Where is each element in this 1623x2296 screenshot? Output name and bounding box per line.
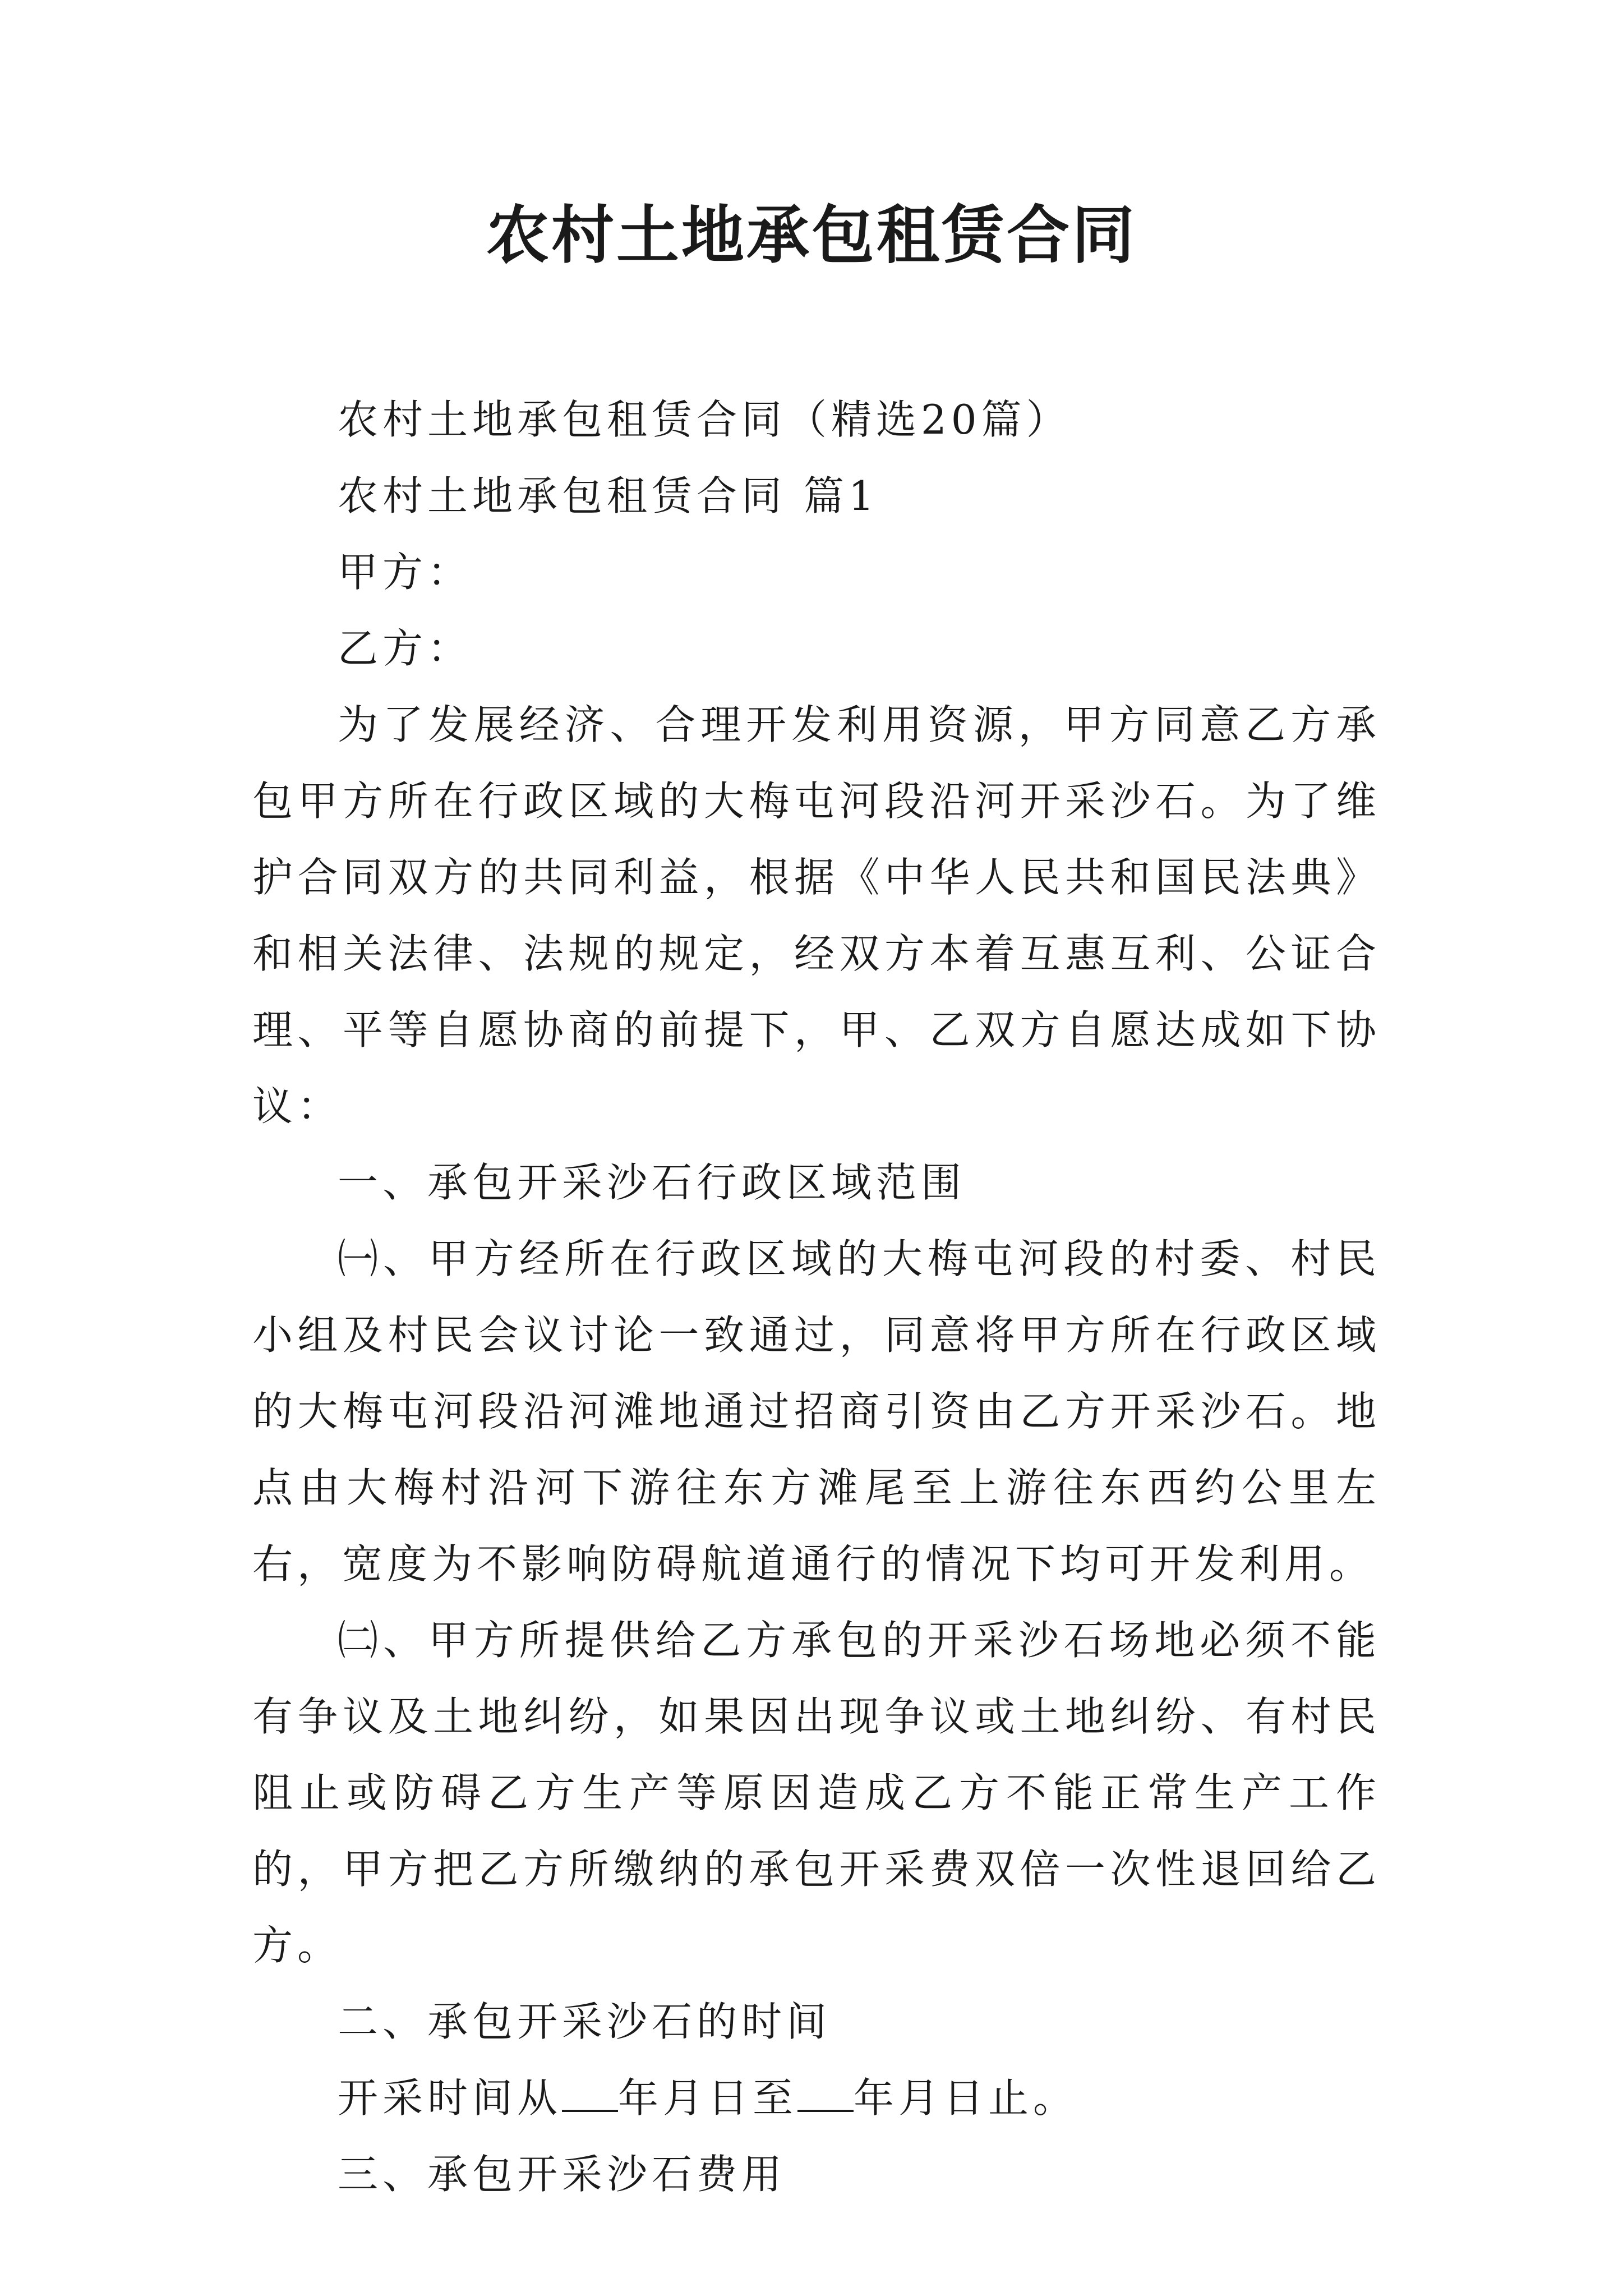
document-body (252, 381, 1381, 2212)
clause1-heading: 一、承包开采沙石行政区域范围 (338, 1159, 966, 1206)
clause1-item2: ㈡、甲方所提供给乙方承包的开采沙石场地必须不能有争议及土地纠纷，如果因出现争议或土地纠纷、有村民阻止或防碍乙方生产等原因造成乙方不能正常生产工作的，甲方把乙方所缴纳的承包开采费双倍一次性退回给乙方。 (252, 1617, 1381, 1969)
document-subtitle: 农村土地承包租赁合同（精选20篇） (338, 396, 1071, 443)
clause2-heading: 二、承包开采沙石的时间 (338, 1998, 832, 2045)
section-heading: 农村土地承包租赁合同 篇1 (338, 472, 879, 519)
clause2-text (252, 2060, 1381, 2136)
clause2-text-mid: 年月日至 (618, 2074, 798, 2122)
clause2-text-end: 年月日止。 (854, 2074, 1078, 2122)
clause2-text-start: 开采时间从 (338, 2074, 562, 2122)
clause3-heading: 三、承包开采沙石费用 (338, 2151, 787, 2198)
blank-line (562, 2075, 618, 2112)
party-b-label: 乙方： (338, 625, 473, 672)
clause1-item1: ㈠、甲方经所在行政区域的大梅屯河段的村委、村民小组及村民会议讨论一致通过，同意将甲方所在行政区域的大梅屯河段沿河滩地通过招商引资由乙方开采沙石。地点由大梅村沿河下游往东方滩尾至上游往东西约公里左右，宽度为不影响防碍航道通行的情况下均可开发利用。 (252, 1235, 1381, 1588)
blank-line (797, 2075, 854, 2112)
party-a-label: 甲方： (338, 549, 473, 596)
document-title: 农村土地承包租赁合同 (486, 199, 1137, 272)
intro-paragraph: 为了发展经济、合理开发利用资源，甲方同意乙方承包甲方所在行政区域的大梅屯河段沿河开采沙石。为了维护合同双方的共同利益，根据《中华人民共和国民法典》和相关法律、法规的规定，经双方本着互惠互利、公证合理、平等自愿协商的前提下，甲、乙双方自愿达成如下协议： (252, 701, 1381, 1130)
